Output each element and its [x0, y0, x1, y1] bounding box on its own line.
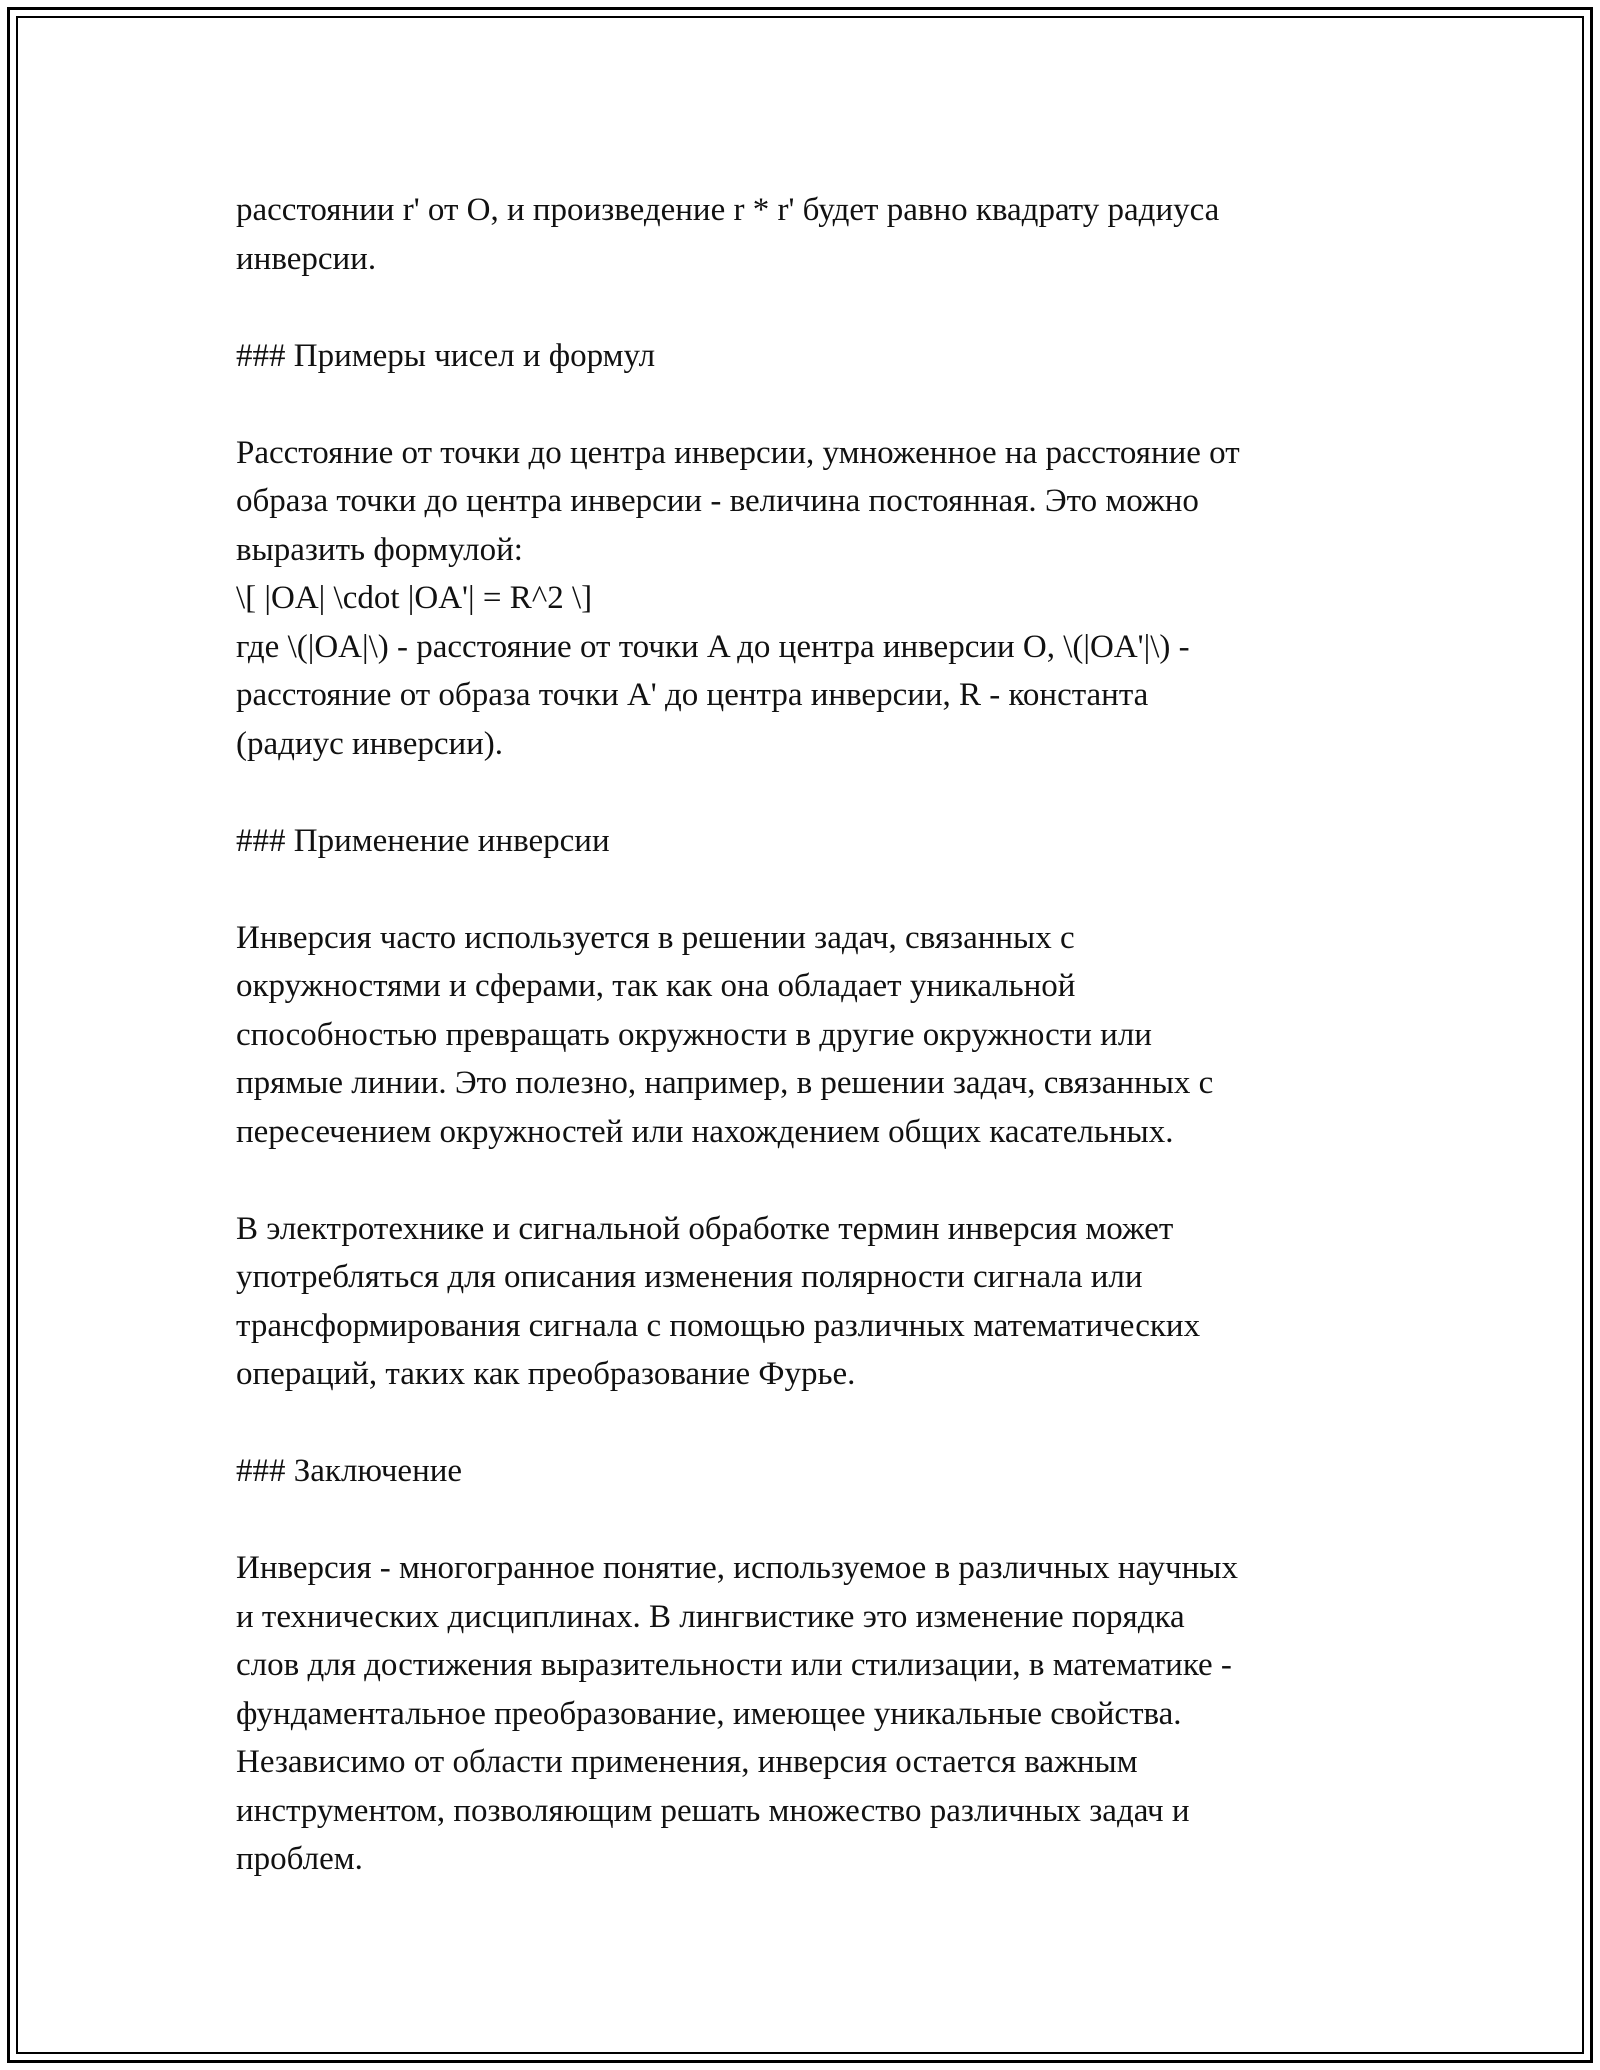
- text-line: Расстояние от точки до центра инверсии, умноженное на расстояние от: [236, 434, 1240, 471]
- paragraph: [236, 1205, 1376, 1399]
- block-spacer: [236, 865, 1376, 914]
- text-line: ### Примеры чисел и формул: [236, 337, 656, 374]
- text-line: ### Применение инверсии: [236, 822, 610, 859]
- block-spacer: [236, 283, 1376, 332]
- text-line: (радиус инверсии).: [236, 725, 504, 762]
- text-line: Инверсия часто используется в решении задач, связанных с: [236, 919, 1075, 956]
- text-line: пересечением окружностей или нахождением общих касательных.: [236, 1113, 1174, 1150]
- text-line: употребляться для описания изменения полярности сигнала или: [236, 1259, 1143, 1295]
- text-line: прямые линии. Это полезно, например, в решении задач, связанных с: [236, 1065, 1214, 1101]
- block-spacer: [236, 1156, 1376, 1205]
- paragraph: [236, 186, 1376, 283]
- text-line: операций, таких как преобразование Фурье.: [236, 1356, 856, 1392]
- section-heading: [236, 1447, 1376, 1496]
- text-line: трансформирования сигнала с помощью различных математических: [236, 1307, 1201, 1344]
- block-spacer: [236, 380, 1376, 429]
- block-spacer: [236, 1399, 1376, 1448]
- text-line: окружностями и сферами, так как она обладает уникальной: [236, 968, 1076, 1004]
- text-line: расстоянии r' от O, и произведение r * r' будет равно квадрату радиуса: [236, 192, 1220, 228]
- block-spacer: [236, 768, 1376, 817]
- text-line: Независимо от области применения, инверсия остается важным: [236, 1744, 1138, 1780]
- text-line: \[ |OA| \cdot |OA'| = R^2 \]: [236, 580, 593, 616]
- paragraph: [236, 1544, 1376, 1884]
- text-line: ### Заключение: [236, 1453, 463, 1489]
- text-line: слов для достижения выразительности или стилизации, в математике -: [236, 1647, 1232, 1683]
- text-line: способностью превращать окружности в другие окружности или: [236, 1016, 1152, 1053]
- text-line: проблем.: [236, 1841, 363, 1877]
- text-line: инверсии.: [236, 240, 377, 277]
- text-line: Инверсия - многогранное понятие, используемое в различных научных: [236, 1550, 1238, 1586]
- paragraph: [236, 429, 1376, 769]
- text-line: расстояние от образа точки A' до центра инверсии, R - константа: [236, 677, 1149, 713]
- text-line: образа точки до центра инверсии - величина постоянная. Это можно: [236, 483, 1199, 519]
- block-spacer: [236, 1496, 1376, 1545]
- text-line: где \(|OA|\) - расстояние от точки A до центра инверсии O, \(|OA'|\) -: [236, 628, 1190, 665]
- section-heading: [236, 332, 1376, 381]
- paragraph: [236, 914, 1376, 1157]
- text-line: В электротехнике и сигнальной обработке термин инверсия может: [236, 1210, 1174, 1247]
- text-line: фундаментальное преобразование, имеющее уникальные свойства.: [236, 1695, 1182, 1732]
- text-line: выразить формулой:: [236, 531, 523, 568]
- section-heading: [236, 817, 1376, 866]
- text-line: и технических дисциплинах. В лингвистике это изменение порядка: [236, 1598, 1185, 1635]
- text-line: инструментом, позволяющим решать множество различных задач и: [236, 1792, 1190, 1829]
- document-body: [236, 186, 1376, 1884]
